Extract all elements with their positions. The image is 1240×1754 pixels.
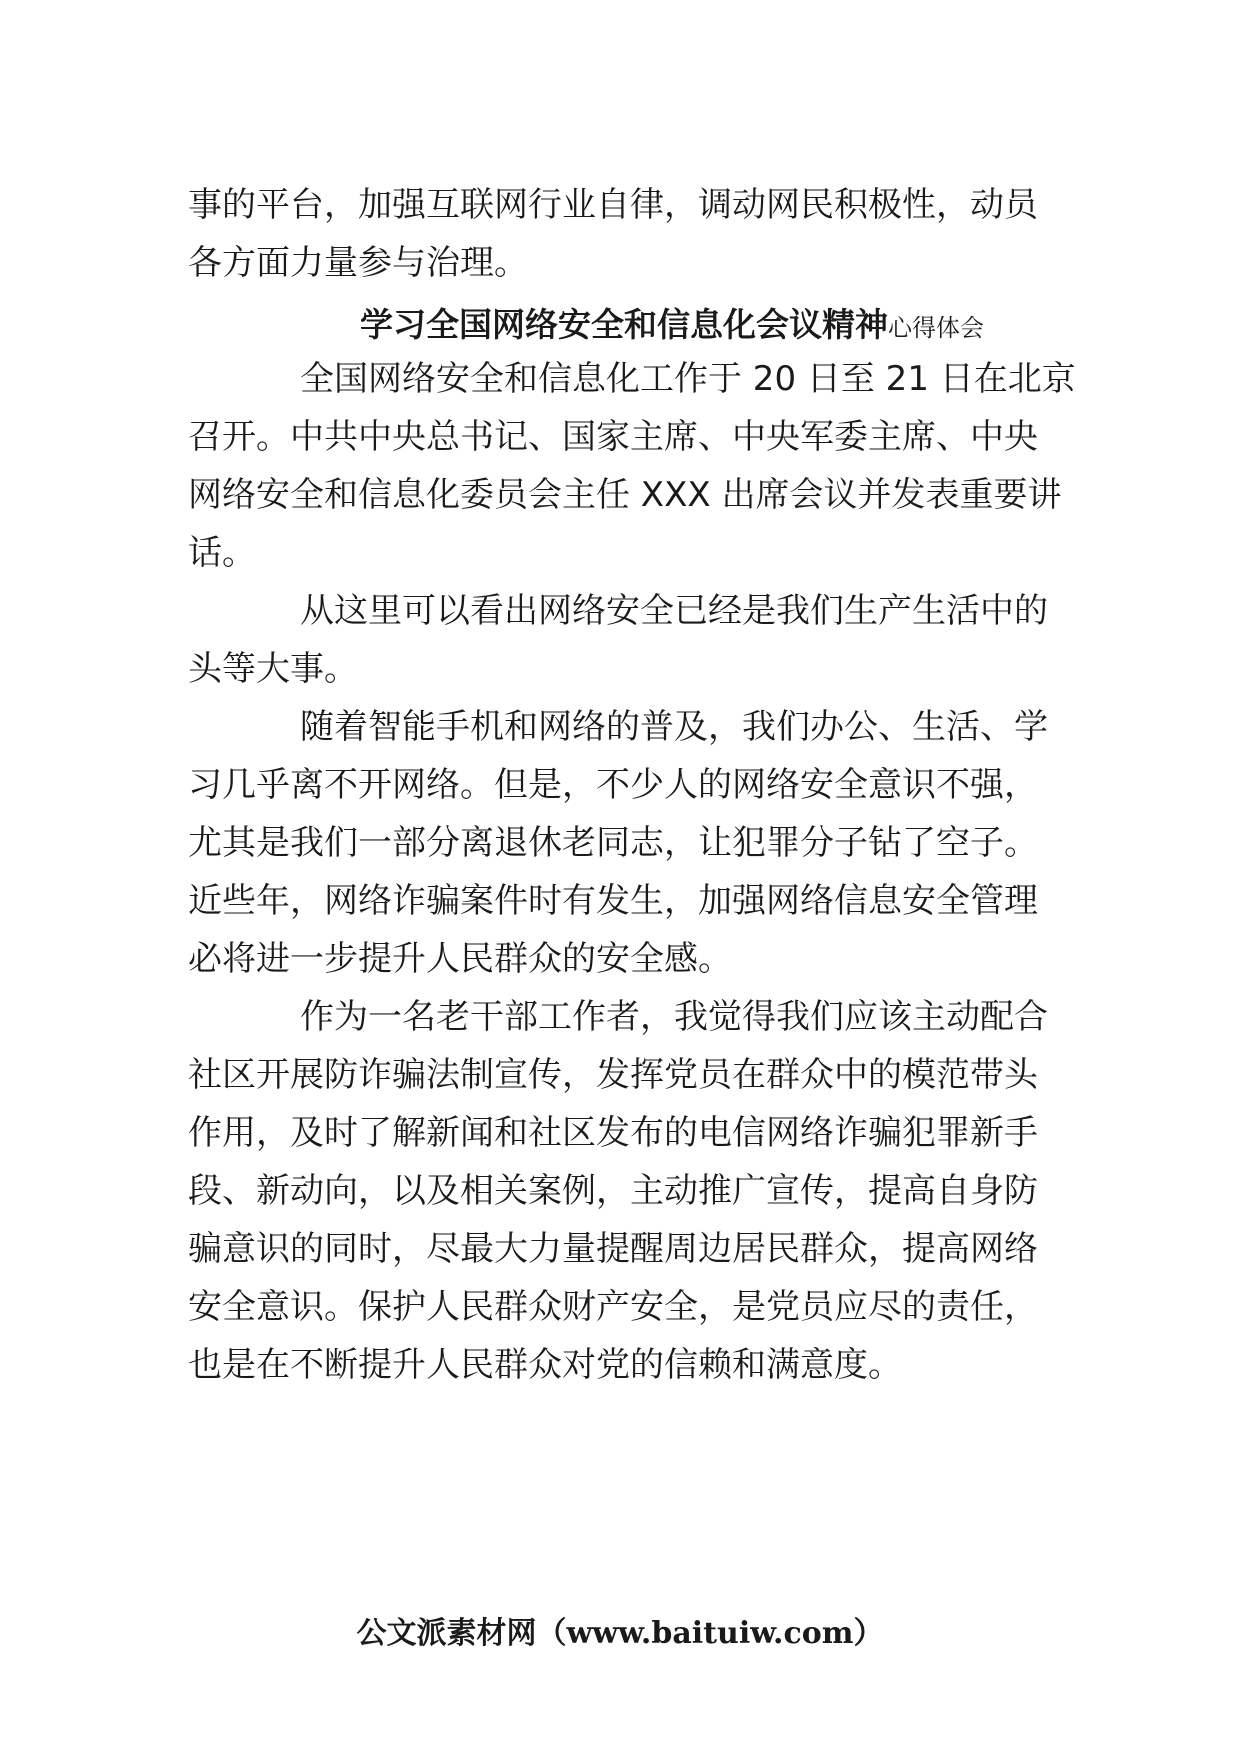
article-title-sub: 心得体会 (888, 314, 984, 342)
paragraph-3-line-5: 必将进一步提升人民群众的安全感。 (188, 939, 732, 979)
paragraph-4-line-7: 也是在不断提升人民群众对党的信赖和满意度。 (188, 1345, 902, 1385)
paragraph-4-line-3: 作用，及时了解新闻和社区发布的电信网络诈骗犯罪新手 (188, 1113, 1038, 1153)
paragraph-4-line-2: 社区开展防诈骗法制宣传，发挥党员在群众中的模范带头 (188, 1055, 1038, 1095)
paragraph-2-line-2: 头等大事。 (188, 649, 358, 689)
article-title-main: 学习全国网络安全和信息化会议精神 (360, 305, 888, 344)
intro-line-1: 事的平台，加强互联网行业自律，调动网民积极性，动员 (188, 185, 1038, 225)
paragraph-4-line-6: 安全意识。保护人民群众财产安全，是党员应尽的责任， (188, 1287, 1038, 1327)
paragraph-1-line-4: 话。 (188, 533, 256, 573)
intro-line-2: 各方面力量参与治理。 (188, 243, 528, 283)
page-footer: 公文派素材网（www.baituiw.com） (356, 1616, 884, 1651)
paragraph-4-line-4: 段、新动向，以及相关案例，主动推广宣传，提高自身防 (188, 1171, 1038, 1211)
paragraph-1-line-1: 全国网络安全和信息化工作于 20 日至 21 日在北京 (300, 359, 1076, 399)
paragraph-4-line-1: 作为一名老干部工作者，我觉得我们应该主动配合 (300, 997, 1048, 1037)
paragraph-3-line-4: 近些年，网络诈骗案件时有发生，加强网络信息安全管理 (188, 881, 1038, 921)
paragraph-2-line-1: 从这里可以看出网络安全已经是我们生产生活中的 (300, 591, 1048, 631)
paragraph-3-line-2: 习几乎离不开网络。但是，不少人的网络安全意识不强， (188, 765, 1038, 805)
paragraph-3-line-3: 尤其是我们一部分离退休老同志，让犯罪分子钻了空子。 (188, 823, 1038, 863)
article-title (360, 303, 984, 353)
paragraph-1-line-3: 网络安全和信息化委员会主任 XXX 出席会议并发表重要讲 (188, 475, 1062, 515)
paragraph-4-line-5: 骗意识的同时，尽最大力量提醒周边居民群众，提高网络 (188, 1229, 1038, 1269)
paragraph-1-line-2: 召开。中共中央总书记、国家主席、中央军委主席、中央 (188, 417, 1038, 457)
paragraph-3-line-1: 随着智能手机和网络的普及，我们办公、生活、学 (300, 707, 1048, 747)
